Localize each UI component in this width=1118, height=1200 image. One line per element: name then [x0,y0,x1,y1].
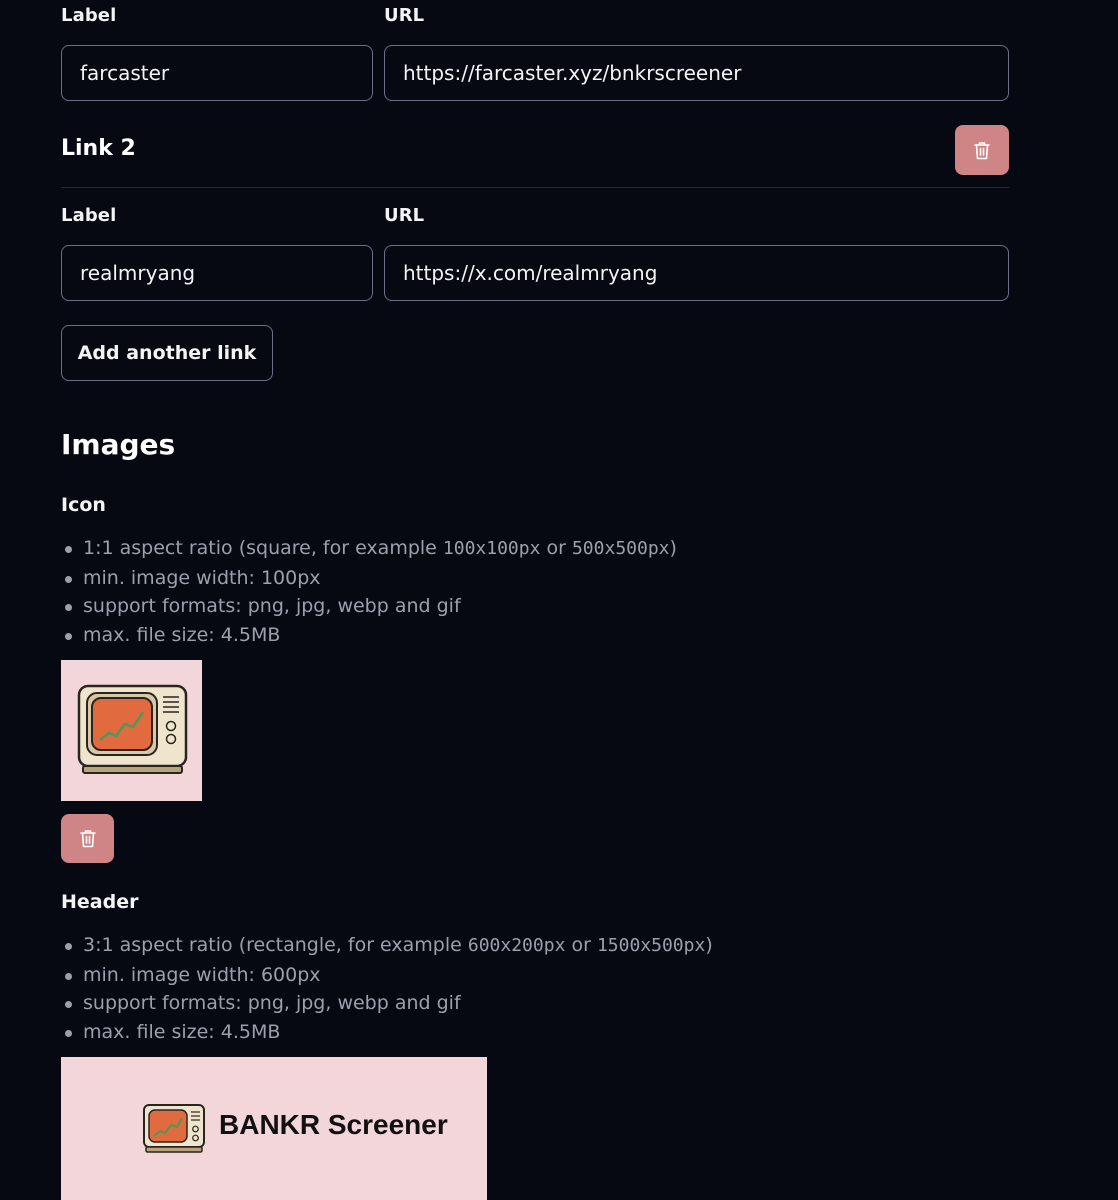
list-item: support formats: png, jpg, webp and gif [61,989,713,1018]
list-item: 1:1 aspect ratio (square, for example 100x100px or 500x500px) [61,534,677,564]
link1-url-header: URL [384,5,425,26]
list-item: max. file size: 4.5MB [61,621,677,650]
images-section-title: Images [61,428,176,461]
icon-subtitle: Icon [61,494,106,516]
trash-icon [80,829,96,848]
link2-label-header: Label [61,205,117,226]
icon-image-preview [61,660,202,801]
link2-url-input[interactable]: https://x.com/realmryang [384,245,1009,301]
list-item: 3:1 aspect ratio (rectangle, for example 600x200px or 1500x500px) [61,931,713,961]
link2-heading: Link 2 [61,136,136,161]
list-item: min. image width: 600px [61,961,713,990]
add-link-button[interactable]: Add another link [61,325,273,381]
link2-delete-button[interactable] [955,125,1009,175]
link2-label-input[interactable]: realmryang [61,245,373,301]
link2-divider [61,187,1009,188]
icon-delete-button[interactable] [61,814,114,863]
retro-tv-icon [141,1101,207,1155]
retro-tv-icon [61,660,202,801]
header-requirements-list [61,931,713,1046]
list-item: min. image width: 100px [61,564,677,593]
link2-url-header: URL [384,205,425,226]
link1-label-input[interactable]: farcaster [61,45,373,101]
trash-icon [974,141,990,160]
link1-url-input[interactable]: https://farcaster.xyz/bnkrscreener [384,45,1009,101]
list-item: support formats: png, jpg, webp and gif [61,592,677,621]
link1-label-header: Label [61,5,117,26]
header-image-preview [61,1057,487,1200]
list-item: max. file size: 4.5MB [61,1018,713,1047]
header-banner-text: BANKR Screener [219,1109,448,1140]
header-subtitle: Header [61,891,139,913]
icon-requirements-list [61,534,677,649]
